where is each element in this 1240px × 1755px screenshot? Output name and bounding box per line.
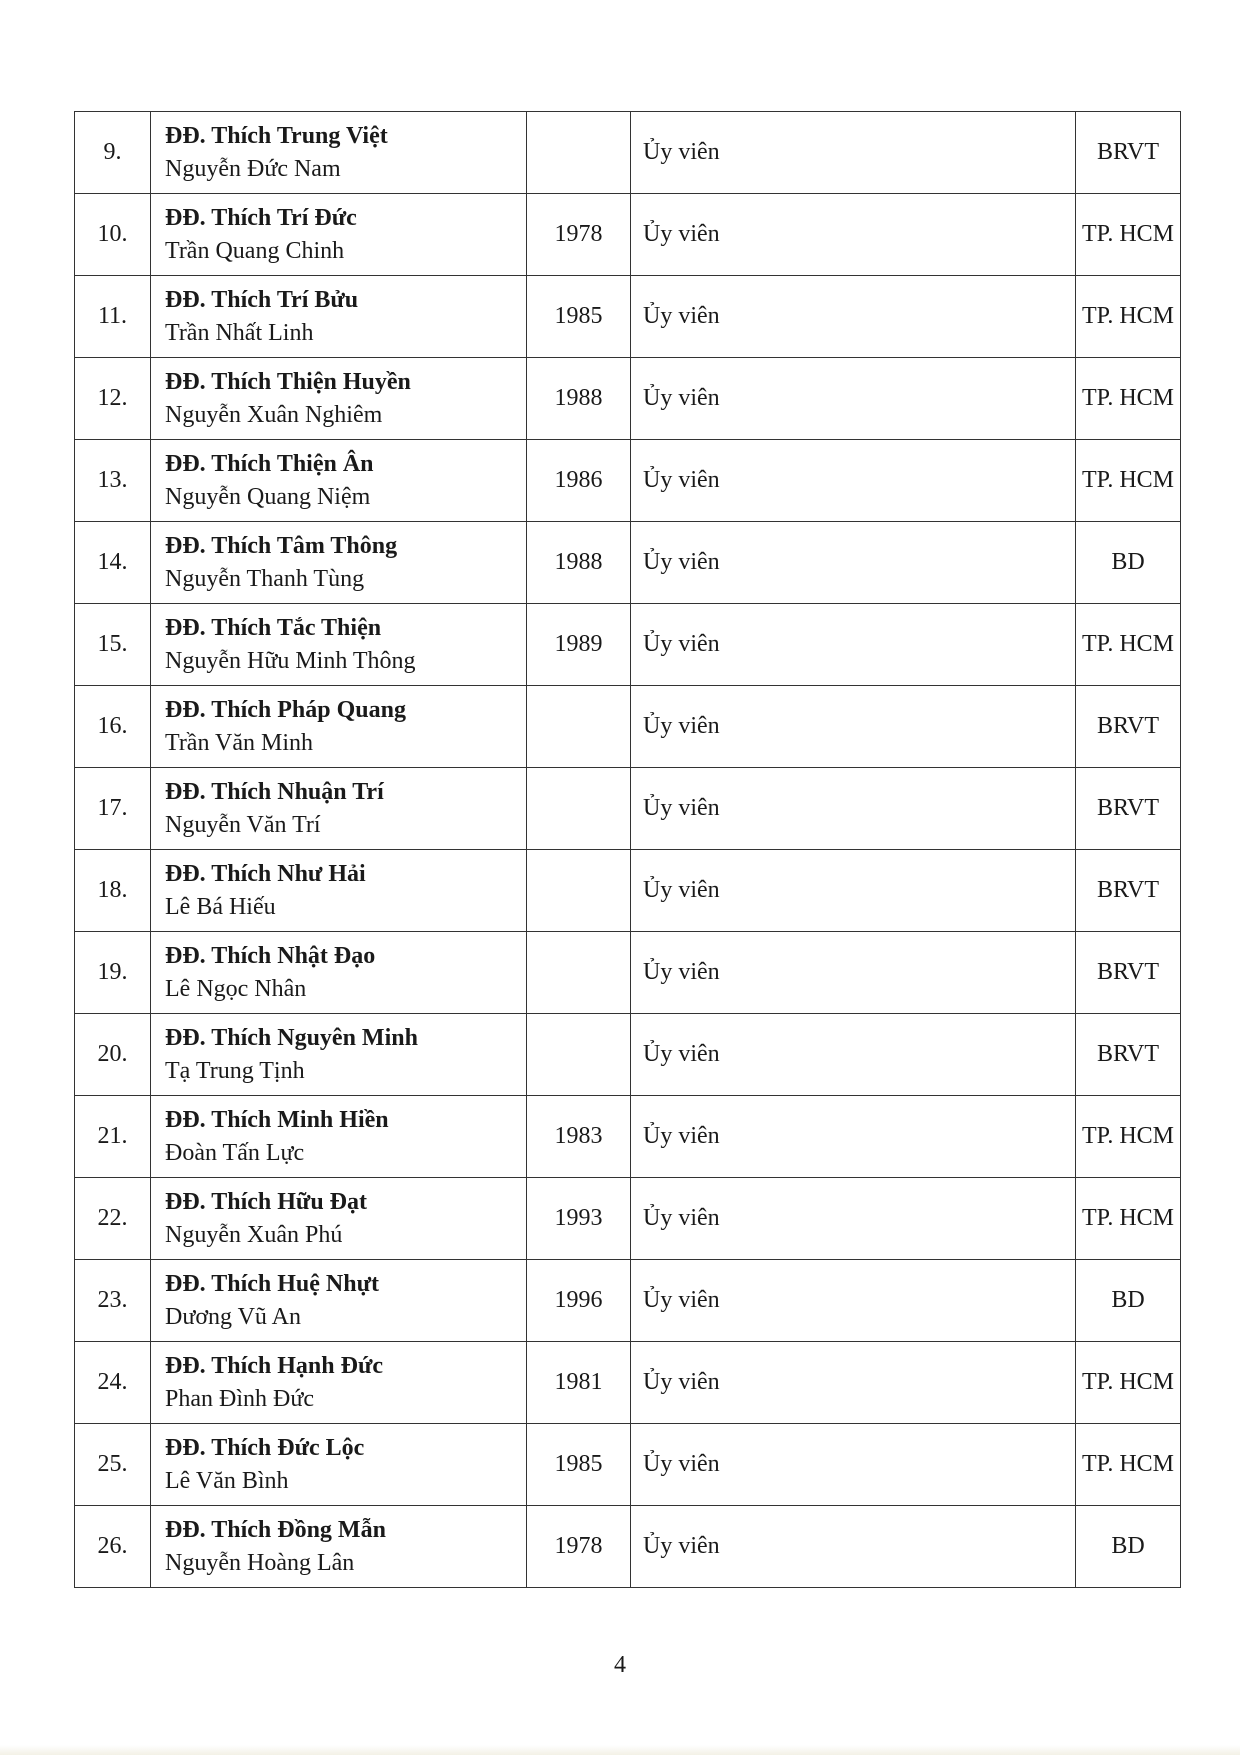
table-row (75, 686, 1181, 768)
name-cell (151, 604, 527, 686)
role-cell: Ủy viên (631, 1424, 1076, 1506)
birth-year (527, 932, 631, 1014)
birth-year (527, 686, 631, 768)
lay-name: Lê Bá Hiếu (165, 893, 276, 920)
birth-year: 1993 (527, 1178, 631, 1260)
place-cell: TP. HCM (1076, 276, 1181, 358)
religious-name: ĐĐ. Thích Thiện Huyền (165, 368, 411, 395)
row-number: 15. (75, 604, 151, 686)
religious-name: ĐĐ. Thích Trung Việt (165, 122, 388, 149)
religious-name: ĐĐ. Thích Nhuận Trí (165, 778, 384, 805)
table-row (75, 768, 1181, 850)
role-cell: Ủy viên (631, 112, 1076, 194)
role-cell: Ủy viên (631, 1178, 1076, 1260)
role-cell: Ủy viên (631, 1014, 1076, 1096)
religious-name: ĐĐ. Thích Đồng Mẫn (165, 1516, 386, 1543)
place-cell: BRVT (1076, 850, 1181, 932)
row-number: 21. (75, 1096, 151, 1178)
table-row (75, 932, 1181, 1014)
birth-year: 1978 (527, 194, 631, 276)
religious-name: ĐĐ. Thích Thiện Ân (165, 450, 374, 477)
lay-name: Trần Văn Minh (165, 729, 314, 756)
religious-name: ĐĐ. Thích Hữu Đạt (165, 1188, 367, 1215)
scan-edge (0, 1745, 1240, 1755)
table-row (75, 522, 1181, 604)
lay-name: Dương Vũ An (165, 1303, 301, 1330)
place-cell: BD (1076, 1260, 1181, 1342)
birth-year (527, 1014, 631, 1096)
lay-name: Nguyễn Xuân Nghiêm (165, 401, 383, 428)
religious-name: ĐĐ. Thích Huệ Nhựt (165, 1270, 379, 1297)
religious-name: ĐĐ. Thích Nguyên Minh (165, 1024, 418, 1051)
table-row (75, 1178, 1181, 1260)
name-cell (151, 522, 527, 604)
name-cell (151, 1342, 527, 1424)
lay-name: Tạ Trung Tịnh (165, 1057, 305, 1084)
birth-year: 1985 (527, 276, 631, 358)
row-number: 11. (75, 276, 151, 358)
birth-year: 1985 (527, 1424, 631, 1506)
role-cell: Ủy viên (631, 604, 1076, 686)
role-cell: Ủy viên (631, 358, 1076, 440)
lay-name: Phan Đình Đức (165, 1385, 314, 1412)
birth-year: 1986 (527, 440, 631, 522)
place-cell: BD (1076, 1506, 1181, 1588)
birth-year (527, 112, 631, 194)
lay-name: Nguyễn Xuân Phú (165, 1221, 343, 1248)
row-number: 22. (75, 1178, 151, 1260)
row-number: 17. (75, 768, 151, 850)
row-number: 16. (75, 686, 151, 768)
birth-year (527, 768, 631, 850)
name-cell (151, 1424, 527, 1506)
role-cell: Ủy viên (631, 686, 1076, 768)
religious-name: ĐĐ. Thích Nhật Đạo (165, 942, 376, 969)
table-row (75, 1424, 1181, 1506)
role-cell: Ủy viên (631, 932, 1076, 1014)
role-cell: Ủy viên (631, 1342, 1076, 1424)
role-cell: Ủy viên (631, 768, 1076, 850)
role-cell: Ủy viên (631, 194, 1076, 276)
birth-year: 1996 (527, 1260, 631, 1342)
place-cell: TP. HCM (1076, 1178, 1181, 1260)
table-row (75, 1260, 1181, 1342)
lay-name: Lê Ngọc Nhân (165, 975, 307, 1002)
religious-name: ĐĐ. Thích Như Hải (165, 860, 366, 887)
role-cell: Ủy viên (631, 440, 1076, 522)
name-cell (151, 1260, 527, 1342)
name-cell (151, 194, 527, 276)
row-number: 12. (75, 358, 151, 440)
place-cell: TP. HCM (1076, 1424, 1181, 1506)
place-cell: TP. HCM (1076, 358, 1181, 440)
lay-name: Nguyễn Hoàng Lân (165, 1549, 355, 1576)
birth-year: 1978 (527, 1506, 631, 1588)
place-cell: BRVT (1076, 1014, 1181, 1096)
lay-name: Nguyễn Văn Trí (165, 811, 321, 838)
religious-name: ĐĐ. Thích Hạnh Đức (165, 1352, 384, 1379)
role-cell: Ủy viên (631, 1260, 1076, 1342)
religious-name: ĐĐ. Thích Pháp Quang (165, 696, 406, 723)
table-row (75, 1096, 1181, 1178)
table-row (75, 850, 1181, 932)
row-number: 18. (75, 850, 151, 932)
row-number: 14. (75, 522, 151, 604)
place-cell: TP. HCM (1076, 194, 1181, 276)
table-row (75, 604, 1181, 686)
lay-name: Nguyễn Thanh Tùng (165, 565, 365, 592)
place-cell: BD (1076, 522, 1181, 604)
name-cell (151, 358, 527, 440)
row-number: 19. (75, 932, 151, 1014)
name-cell (151, 768, 527, 850)
lay-name: Đoàn Tấn Lực (165, 1139, 305, 1166)
row-number: 24. (75, 1342, 151, 1424)
name-cell (151, 850, 527, 932)
table-row (75, 358, 1181, 440)
name-cell (151, 1506, 527, 1588)
name-cell (151, 1014, 527, 1096)
table-row (75, 1342, 1181, 1424)
birth-year: 1988 (527, 358, 631, 440)
birth-year (527, 850, 631, 932)
place-cell: TP. HCM (1076, 1342, 1181, 1424)
place-cell: BRVT (1076, 932, 1181, 1014)
name-cell (151, 276, 527, 358)
lay-name: Nguyễn Hữu Minh Thông (165, 647, 416, 674)
religious-name: ĐĐ. Thích Trí Bửu (165, 286, 359, 313)
place-cell: BRVT (1076, 768, 1181, 850)
table-row (75, 1506, 1181, 1588)
name-cell (151, 1178, 527, 1260)
table-row (75, 1014, 1181, 1096)
page-number: 4 (614, 1652, 626, 1678)
lay-name: Nguyễn Quang Niệm (165, 483, 371, 510)
row-number: 10. (75, 194, 151, 276)
row-number: 13. (75, 440, 151, 522)
members-table (74, 111, 1181, 1588)
name-cell (151, 932, 527, 1014)
role-cell: Ủy viên (631, 1506, 1076, 1588)
religious-name: ĐĐ. Thích Tâm Thông (165, 532, 398, 559)
place-cell: TP. HCM (1076, 440, 1181, 522)
role-cell: Ủy viên (631, 522, 1076, 604)
religious-name: ĐĐ. Thích Tắc Thiện (165, 614, 382, 641)
name-cell (151, 686, 527, 768)
birth-year: 1989 (527, 604, 631, 686)
lay-name: Nguyễn Đức Nam (165, 155, 341, 182)
role-cell: Ủy viên (631, 276, 1076, 358)
lay-name: Trần Quang Chinh (165, 237, 345, 264)
role-cell: Ủy viên (631, 850, 1076, 932)
row-number: 23. (75, 1260, 151, 1342)
religious-name: ĐĐ. Thích Trí Đức (165, 204, 357, 231)
table-row (75, 112, 1181, 194)
role-cell: Ủy viên (631, 1096, 1076, 1178)
place-cell: TP. HCM (1076, 1096, 1181, 1178)
table-row (75, 194, 1181, 276)
lay-name: Lê Văn Bình (165, 1467, 289, 1494)
table-row (75, 276, 1181, 358)
row-number: 25. (75, 1424, 151, 1506)
lay-name: Trần Nhất Linh (165, 319, 314, 346)
row-number: 20. (75, 1014, 151, 1096)
row-number: 26. (75, 1506, 151, 1588)
religious-name: ĐĐ. Thích Minh Hiền (165, 1106, 389, 1133)
name-cell (151, 112, 527, 194)
birth-year: 1988 (527, 522, 631, 604)
place-cell: BRVT (1076, 686, 1181, 768)
birth-year: 1983 (527, 1096, 631, 1178)
place-cell: BRVT (1076, 112, 1181, 194)
place-cell: TP. HCM (1076, 604, 1181, 686)
birth-year: 1981 (527, 1342, 631, 1424)
members-table-body (75, 112, 1181, 1588)
religious-name: ĐĐ. Thích Đức Lộc (165, 1434, 365, 1461)
row-number: 9. (75, 112, 151, 194)
table-row (75, 440, 1181, 522)
name-cell (151, 440, 527, 522)
name-cell (151, 1096, 527, 1178)
